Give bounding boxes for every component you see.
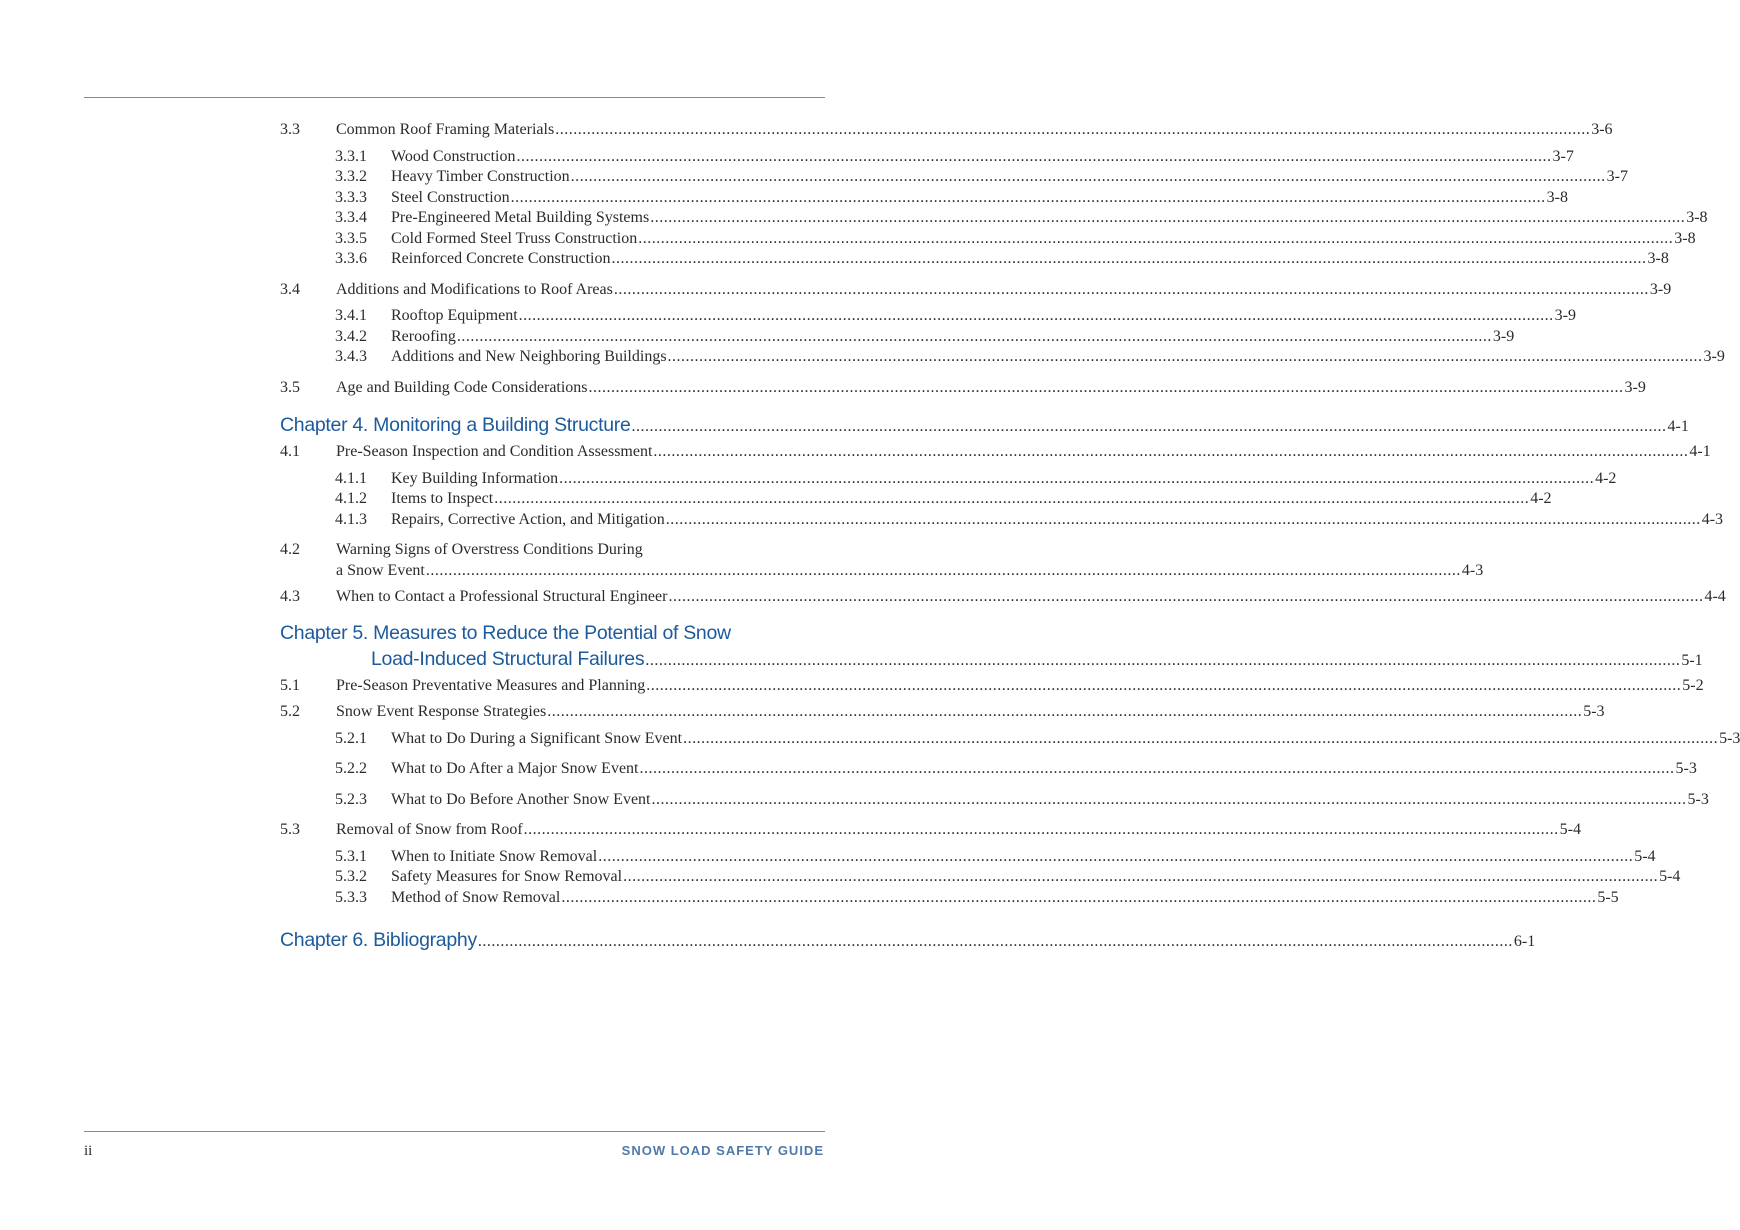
toc-entry-4-1[interactable] [280,442,1711,463]
toc-entry-3-3-3[interactable] [335,188,1568,209]
section-title: What to Do After a Major Snow Event [391,760,639,777]
section-title: Reroofing [391,327,456,345]
toc-entry-3-4-3[interactable] [335,347,1725,368]
section-title: Warning Signs of Overstress Conditions During [336,541,643,558]
chapter-title: Chapter 6. Bibliography [280,929,477,951]
page-ref: 5-4 [1634,847,1656,865]
dot-leader [638,229,1673,250]
toc-entry-3-5[interactable] [280,378,1646,399]
section-title: Method of Snow Removal [391,888,561,906]
section-title-continued: a Snow Event [336,561,425,579]
section-title: Items to Inspect [391,490,494,507]
section-title: Steel Construction [391,188,510,206]
page-ref: 3-9 [1703,348,1725,365]
section-number: 4.3 [280,588,300,605]
section-title: Key Building Information [391,469,559,487]
page-ref: 3-6 [1591,121,1613,138]
section-number: 3.4 [280,280,300,298]
section-title: What to Do During a Significant Snow Event [391,729,683,747]
dot-leader [614,280,1649,301]
dot-leader [632,414,1667,440]
dot-leader [668,347,1703,368]
page-ref: 5-3 [1719,729,1740,747]
toc-entry-3-4-2[interactable] [335,327,1515,348]
section-number: 4.1 [280,443,300,460]
toc-chapter-4[interactable] [280,412,1689,440]
toc-entry-3-3[interactable] [280,120,1613,141]
section-title: Cold Formed Steel Truss Construction [391,229,638,247]
section-number: 5.2.2 [335,760,367,777]
toc-entry-4-3[interactable] [280,587,1726,608]
toc-entry-3-3-4[interactable] [335,208,1708,229]
page-ref: 4-2 [1595,469,1617,487]
section-title: Additions and Modifications to Roof Areas [336,280,613,298]
page-ref: 3-8 [1647,250,1669,267]
toc-entry-4-1-3[interactable] [335,510,1724,531]
dot-leader [640,759,1675,780]
chapter-title-continued: Load-Induced Structural Failures [371,647,645,670]
dot-leader [571,167,1606,188]
section-title: Common Roof Framing Materials [336,121,555,138]
toc-entry-3-3-6[interactable] [335,249,1669,270]
section-title: Pre-Season Preventative Measures and Planning [336,676,646,694]
toc-entry-5-2[interactable] [280,702,1605,723]
page-ref: 6-1 [1513,933,1536,950]
toc-entry-5-1[interactable] [280,676,1704,697]
section-number: 3.3.1 [335,147,367,165]
toc-entry-3-3-5[interactable] [335,229,1696,250]
toc-entry-5-2-2[interactable] [335,759,1697,780]
section-number: 4.1.3 [335,510,367,528]
toc-entry-5-2-3[interactable] [335,790,1709,811]
section-title: Reinforced Concrete Construction [391,250,611,267]
chapter-title: Chapter 4. Monitoring a Building Structure [280,414,631,436]
section-number: 5.3.3 [335,888,367,906]
section-number: 4.1.2 [335,490,367,507]
toc-entry-5-3-3[interactable] [335,888,1619,909]
section-number: 3.3.2 [335,168,367,185]
footer-document-title: SNOW LOAD SAFETY GUIDE [621,1143,824,1158]
table-of-contents [280,120,1740,955]
section-number: 5.3.2 [335,868,367,885]
dot-leader [666,510,1701,531]
dot-leader [683,729,1718,750]
page-ref: 3-9 [1492,327,1515,345]
dot-leader [561,888,1596,909]
page-ref: 3-7 [1552,147,1574,165]
page-ref: 5-4 [1659,868,1681,885]
page-ref: 5-2 [1682,676,1704,694]
section-title: Additions and New Neighboring Buildings [391,348,667,365]
dot-leader [426,561,1461,582]
section-title: Pre-Engineered Metal Building Systems [391,209,650,226]
page-ref: 3-9 [1554,307,1576,324]
dot-leader [646,676,1681,697]
dot-leader [511,188,1546,209]
page-ref: 5-3 [1583,703,1605,720]
dot-leader [478,929,1513,955]
toc-entry-5-3-1[interactable] [335,847,1656,868]
section-number: 3.3.6 [335,250,367,267]
dot-leader [652,790,1687,811]
section-title: Snow Event Response Strategies [336,703,547,720]
page-ref: 3-9 [1649,280,1672,298]
page-ref: 5-1 [1681,651,1703,669]
page-ref: 4-1 [1689,443,1711,460]
section-title: Heavy Timber Construction [391,168,570,185]
page-ref: 3-8 [1546,188,1568,206]
section-number: 5.2.3 [335,790,367,808]
section-title: Safety Measures for Snow Removal [391,868,623,885]
toc-chapter-5[interactable] [280,620,1703,674]
section-number: 4.1.1 [335,469,367,487]
dot-leader [668,587,1703,608]
dot-leader [494,489,1529,510]
dot-leader [623,867,1658,888]
dot-leader [516,147,1551,168]
section-number: 5.3.1 [335,847,367,865]
section-title: When to Initiate Snow Removal [391,847,598,865]
page-ref: 5-3 [1675,760,1697,777]
toc-entry-3-4[interactable] [280,280,1672,301]
toc-entry-5-2-1[interactable] [335,729,1740,750]
toc-entry-3-4-1[interactable] [335,306,1576,327]
section-title: What to Do Before Another Snow Event [391,790,651,808]
section-number: 3.5 [280,378,300,396]
section-number: 5.2.1 [335,729,367,747]
section-title: Age and Building Code Considerations [336,378,588,396]
section-title: Removal of Snow from Roof [336,821,523,838]
toc-entry-5-3[interactable] [280,820,1581,841]
section-title: Repairs, Corrective Action, and Mitigation [391,510,665,528]
section-number: 3.3.4 [335,209,367,226]
section-number: 5.2 [280,703,300,720]
page-ref: 5-4 [1559,821,1581,838]
dot-leader [589,378,1624,399]
page-ref: 4-1 [1667,418,1689,435]
section-title: Wood Construction [391,147,516,165]
dot-leader [612,249,1647,270]
dot-leader [547,702,1582,723]
page-ref: 3-7 [1606,168,1628,185]
page-ref: 4-2 [1530,490,1552,507]
section-number: 3.4.1 [335,307,367,324]
section-number: 5.1 [280,676,300,694]
toc-entry-5-3-2[interactable] [335,867,1681,888]
dot-leader [598,847,1633,868]
section-number: 3.3.5 [335,229,367,247]
page-ref: 3-8 [1674,229,1696,247]
toc-entry-4-2[interactable] [280,540,1484,581]
page-ref: 3-9 [1624,378,1646,396]
footer-page-number: ii [84,1143,93,1159]
dot-leader [653,442,1688,463]
toc-entry-3-3-1[interactable] [335,147,1574,168]
page-ref: 5-3 [1687,790,1709,808]
section-title: When to Contact a Professional Structural Engineer [336,588,668,605]
page-ref: 3-8 [1686,209,1708,226]
dot-leader [645,648,1680,674]
section-number: 3.4.3 [335,348,367,365]
toc-chapter-6[interactable] [280,927,1536,955]
page-ref: 4-3 [1461,561,1484,579]
dot-leader [650,208,1685,229]
toc-entry-4-1-2[interactable] [335,489,1552,510]
page-ref: 5-5 [1597,888,1619,906]
dot-leader [524,820,1559,841]
toc-entry-4-1-1[interactable] [335,469,1617,490]
page-ref: 4-4 [1704,588,1726,605]
toc-entry-3-3-2[interactable] [335,167,1628,188]
chapter-title: Chapter 5. Measures to Reduce the Potential of Snow [280,621,731,644]
page-ref: 4-3 [1701,510,1724,528]
section-number: 3.3 [280,121,300,138]
section-number: 3.4.2 [335,327,367,345]
header-rule [84,97,825,98]
section-number: 4.2 [280,541,300,558]
dot-leader [519,306,1554,327]
dot-leader [457,327,1492,348]
section-title: Rooftop Equipment [391,307,518,324]
dot-leader [555,120,1590,141]
section-title: Pre-Season Inspection and Condition Assessment [336,443,653,460]
section-number: 3.3.3 [335,188,367,206]
dot-leader [559,469,1594,490]
section-number: 5.3 [280,821,300,838]
footer-rule [84,1131,825,1132]
